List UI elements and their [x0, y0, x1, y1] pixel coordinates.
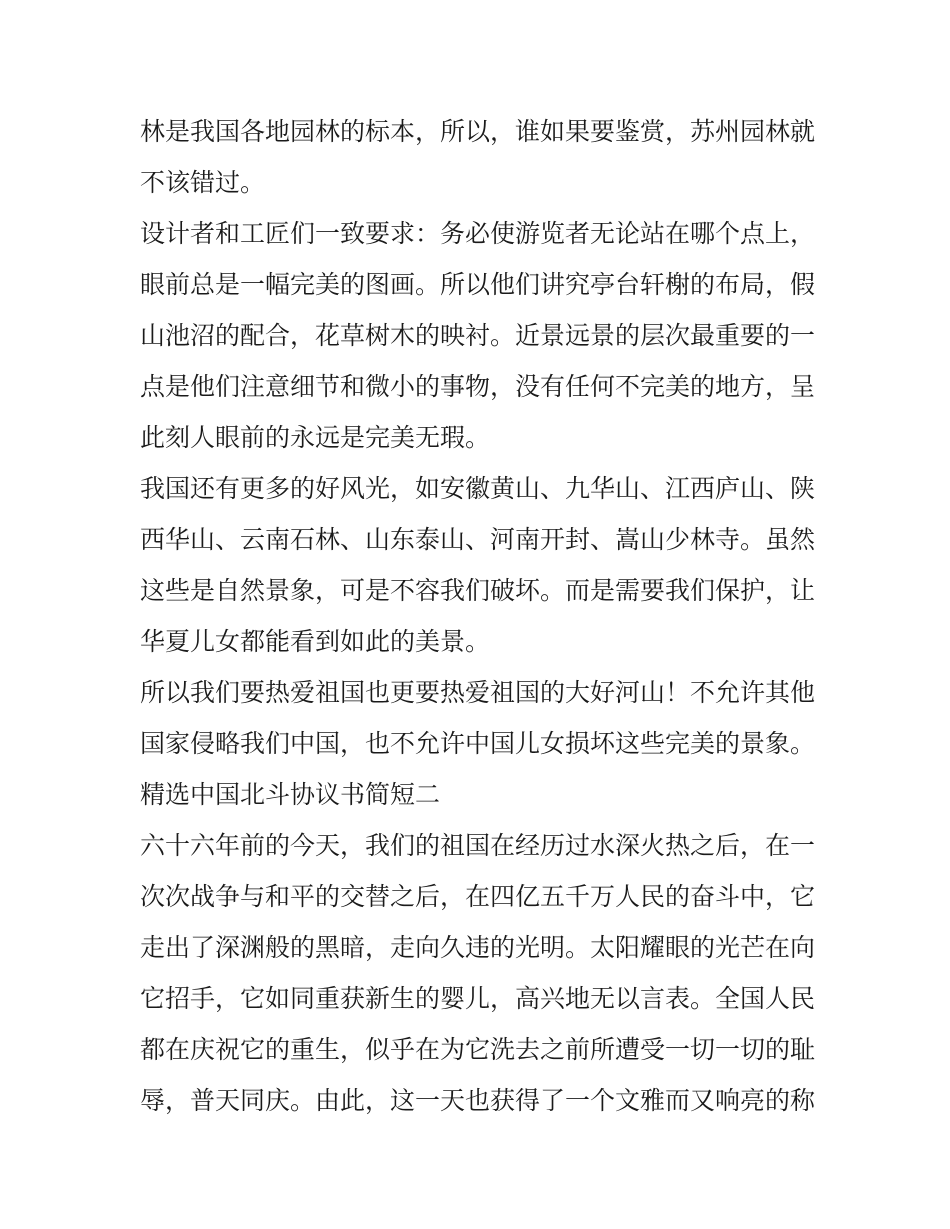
text-line: 此刻人眼前的永远是完美无瑕。 [140, 423, 491, 452]
text-line: 所以我们要热爱祖国也更要热爱祖国的大好河山！不允许其他 [140, 678, 816, 707]
text-line: 我国还有更多的好风光，如安徽黄山、九华山、江西庐山、陕 [140, 474, 816, 503]
section-heading: 精选中国北斗协议书简短二 [140, 780, 441, 809]
text-line: 眼前总是一幅完美的图画。所以他们讲究亭台轩榭的布局，假 [140, 270, 816, 299]
text-line: 设计者和工匠们一致要求：务必使游览者无论站在哪个点上， [140, 219, 816, 248]
text-line: 点是他们注意细节和微小的事物，没有任何不完美的地方，呈 [140, 372, 816, 401]
text-line: 次次战争与和平的交替之后，在四亿五千万人民的奋斗中，它 [140, 882, 816, 911]
text-line: 林是我国各地园林的标本，所以，谁如果要鉴赏，苏州园林就 [140, 117, 816, 146]
text-line: 辱，普天同庆。由此，这一天也获得了一个文雅而又响亮的称 [140, 1086, 816, 1115]
text-line: 不该错过。 [140, 168, 266, 197]
text-line: 这些是自然景象，可是不容我们破坏。而是需要我们保护，让 [140, 576, 816, 605]
text-line: 西华山、云南石林、山东泰山、河南开封、嵩山少林寺。虽然 [140, 525, 816, 554]
text-line: 它招手，它如同重获新生的婴儿，高兴地无以言表。全国人民 [140, 984, 816, 1013]
text-line: 走出了深渊般的黑暗，走向久违的光明。太阳耀眼的光芒在向 [140, 933, 816, 962]
text-line: 国家侵略我们中国，也不允许中国儿女损坏这些完美的景象。 [140, 729, 816, 758]
text-line: 山池沼的配合，花草树木的映衬。近景远景的层次最重要的一 [140, 321, 816, 350]
document-body [140, 106, 816, 1126]
text-line: 华夏儿女都能看到如此的美景。 [140, 627, 491, 656]
text-line: 六十六年前的今天，我们的祖国在经历过水深火热之后，在一 [140, 831, 816, 860]
text-line: 都在庆祝它的重生，似乎在为它洗去之前所遭受一切一切的耻 [140, 1035, 816, 1064]
